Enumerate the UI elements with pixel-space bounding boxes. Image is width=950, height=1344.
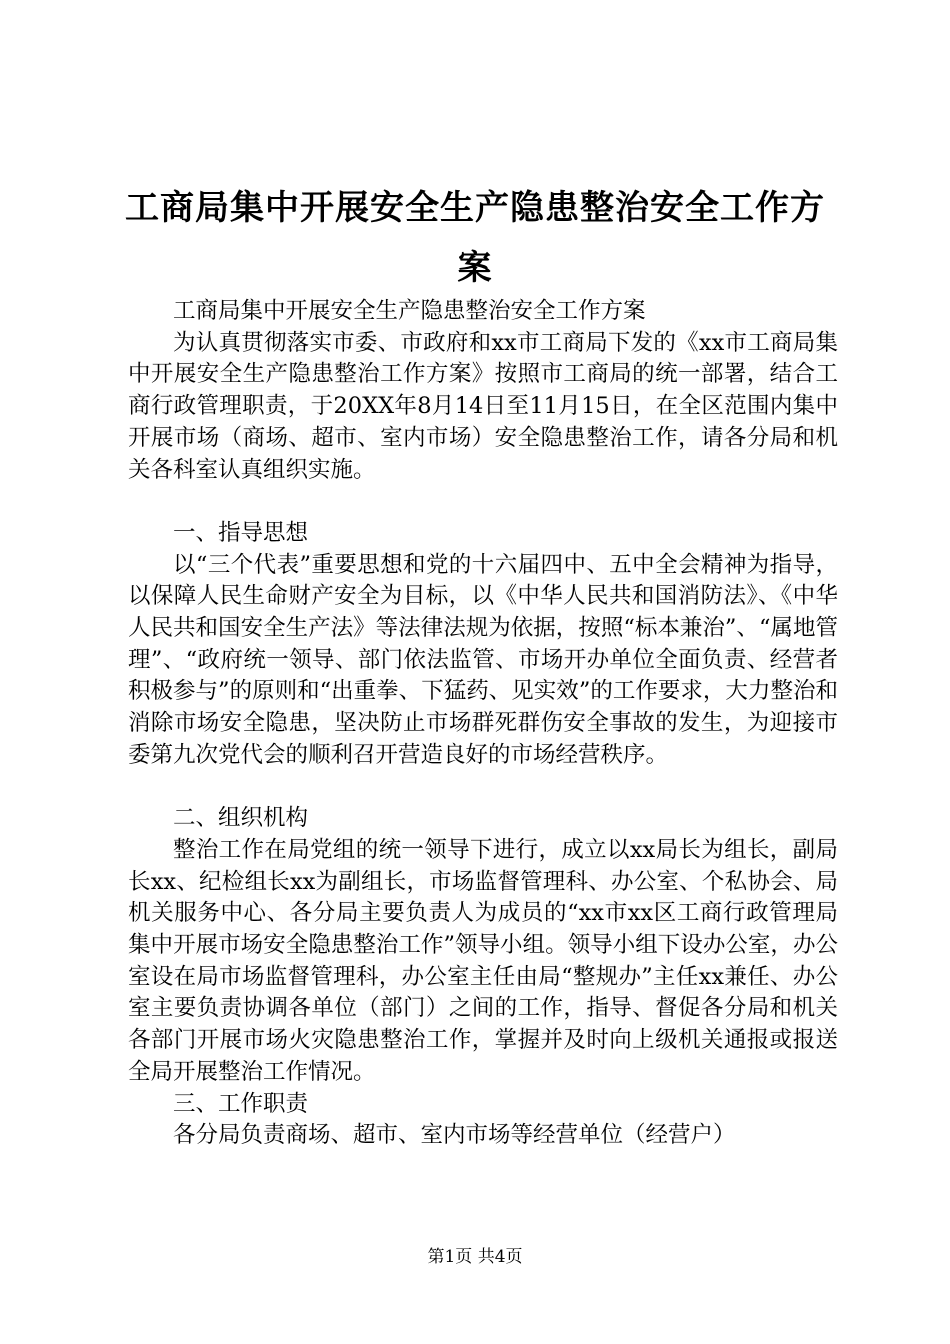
- document-title: 工商局集中开展安全生产隐患整治安全工作方案: [125, 188, 825, 288]
- section-heading-guiding-ideology: 一、指导思想: [173, 519, 309, 546]
- responsibilities-paragraph: 各分局负责商场、超市、室内市场等经营单位（经营户）: [173, 1122, 736, 1149]
- subtitle-paragraph: 工商局集中开展安全生产隐患整治安全工作方案: [173, 298, 646, 324]
- guiding-ideology-paragraph: 以“三个代表”重要思想和党的十六届四中、五中全会精神为指导，以保障人民生命财产安全为目标，以《中华人民共和国消防法》、《中华人民共和国安全生产法》等法律法规为依据，按照“标本兼治”、“属地管理”、“政府统一领导、部门依法监管、市场开办单位全面负责、经营者积极参与”的原则和“出重拳、下猛药、见实效”的工作要求，大力整治和消除市场安全隐患，坚决防止市场群死群伤安全事故的发生，为迎接市委第九次党代会的顺利召开营造良好的市场经营秩序。: [128, 551, 838, 768]
- organization-paragraph: 整治工作在局党组的统一领导下进行，成立以xx局长为组长，副局长xx、纪检组长xx为副组长，市场监督管理科、办公室、个私协会、局机关服务中心、各分局主要负责人为成员的“xx市xx区工商行政管理局集中开展市场安全隐患整治工作”领导小组。领导小组下设办公室，办公室设在局市场监督管理科，办公室主任由局“整规办”主任xx兼任、办公室主要负责协调各单位（部门）之间的工作，指导、督促各分局和机关各部门开展市场火灾隐患整治工作，掌握并及时向上级机关通报或报送全局开展整治工作情况。: [128, 836, 838, 1085]
- page-footer: 第1页 共4页: [427, 1247, 523, 1267]
- section-heading-responsibilities: 三、工作职责: [173, 1090, 309, 1117]
- document-body: [128, 296, 838, 1152]
- intro-paragraph: 为认真贯彻落实市委、市政府和xx市工商局下发的《xx市工商局集中开展安全生产隐患整治工作方案》按照市工商局的统一部署，结合工商行政管理职责，于20XX年8月14日至11月15日，在全区范围内集中开展市场（商场、超市、室内市场）安全隐患整治工作，请各分局和机关各科室认真组织实施。: [128, 329, 838, 483]
- section-heading-organization: 二、组织机构: [173, 805, 309, 832]
